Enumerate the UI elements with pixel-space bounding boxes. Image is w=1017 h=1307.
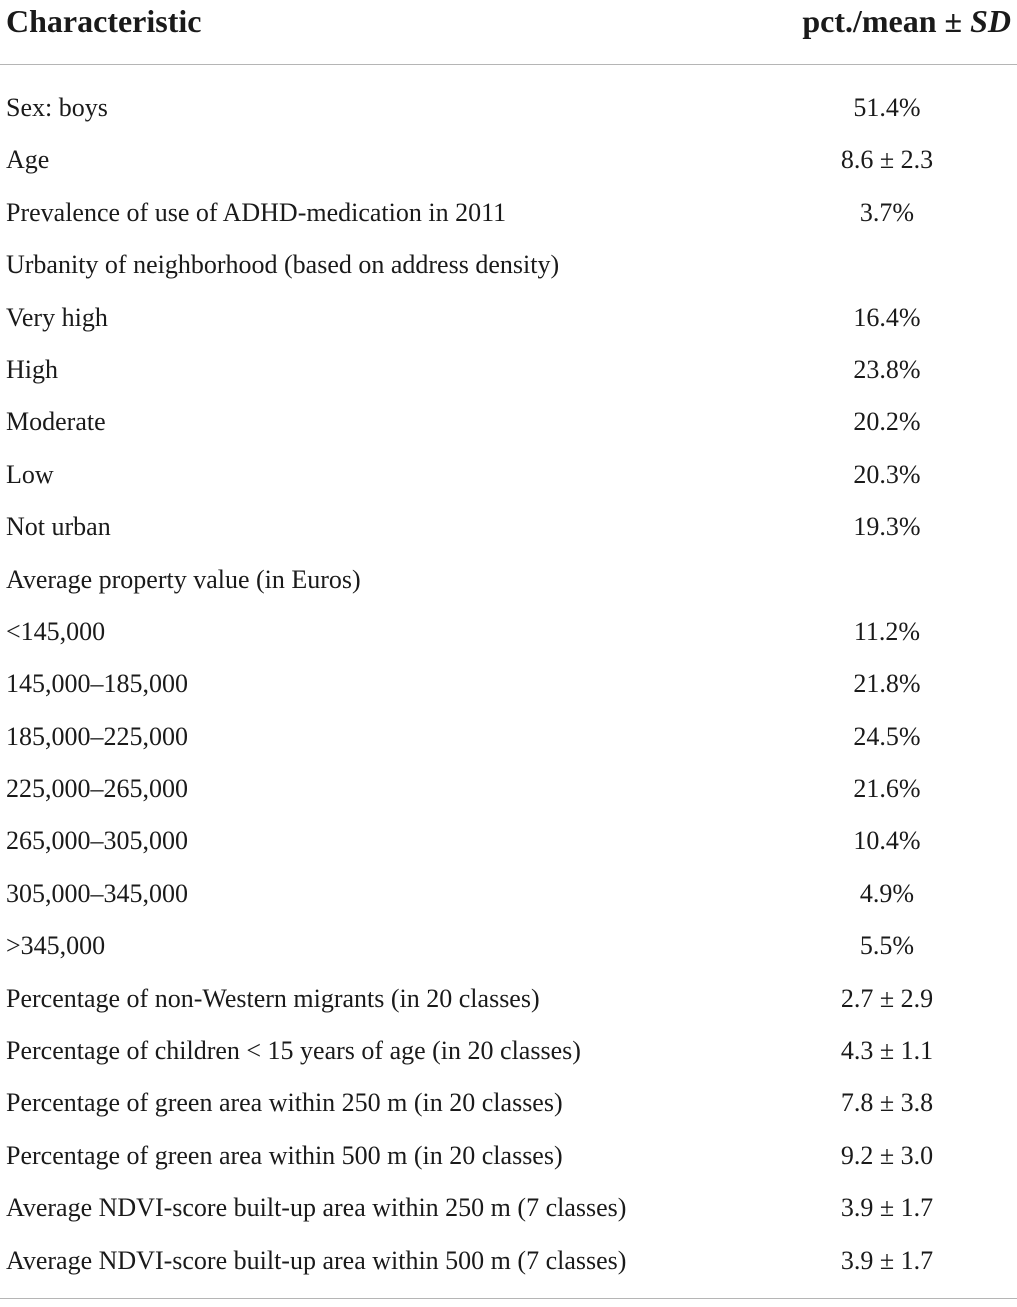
header-value-prefix: pct./mean ± <box>802 3 971 39</box>
row-label: >345,000 <box>6 931 106 961</box>
header-value <box>802 2 1011 40</box>
table-row <box>0 239 1017 291</box>
table-row <box>0 82 1017 134</box>
row-value: 8.6 ± 2.3 <box>840 145 934 175</box>
row-value: 21.8% <box>853 669 921 699</box>
row-label: Not urban <box>6 512 111 542</box>
row-label: Prevalence of use of ADHD-medication in 2011 <box>6 197 507 227</box>
row-label: 305,000–345,000 <box>6 878 188 908</box>
header-value-sd: SD <box>970 3 1011 39</box>
row-value: 19.3% <box>853 512 921 542</box>
row-label: Low <box>6 459 54 489</box>
table-bottom-rule <box>0 1298 1017 1299</box>
row-label: 225,000–265,000 <box>6 774 188 804</box>
row-value: 2.7 ± 2.9 <box>840 983 934 1013</box>
row-value: 3.7% <box>859 197 915 227</box>
table-row <box>0 554 1017 606</box>
row-label: Age <box>6 145 50 175</box>
row-value: 10.4% <box>853 826 921 856</box>
row-label: Moderate <box>6 407 106 437</box>
row-label: Average NDVI-score built-up area within 500 m (7 classes) <box>6 1245 627 1275</box>
row-value: 3.9 ± 1.7 <box>840 1193 934 1223</box>
table-row <box>0 1025 1017 1077</box>
table-row <box>0 920 1017 972</box>
table-row <box>0 501 1017 553</box>
table-row <box>0 868 1017 920</box>
row-label: 265,000–305,000 <box>6 826 188 856</box>
row-label: 145,000–185,000 <box>6 669 188 699</box>
row-label: Percentage of non-Western migrants (in 20 classes) <box>6 983 540 1013</box>
table-row <box>0 1077 1017 1129</box>
table-row <box>0 134 1017 186</box>
table-row <box>0 344 1017 396</box>
table-row <box>0 396 1017 448</box>
row-value: 24.5% <box>853 721 921 751</box>
row-label: 185,000–225,000 <box>6 721 188 751</box>
row-value: 20.3% <box>853 459 921 489</box>
row-label: Very high <box>6 302 108 332</box>
row-value: 21.6% <box>853 774 921 804</box>
table-row <box>0 449 1017 501</box>
table-body <box>0 82 1017 1287</box>
row-label: Percentage of children < 15 years of age (in 20 classes) <box>6 1036 581 1066</box>
row-value: 51.4% <box>853 93 921 122</box>
row-value: 7.8 ± 3.8 <box>840 1088 934 1118</box>
table-row <box>0 711 1017 763</box>
row-label: Sex: boys <box>6 93 108 122</box>
table-row <box>0 606 1017 658</box>
table-row <box>0 658 1017 710</box>
row-value: 5.5% <box>859 931 915 961</box>
row-label: <145,000 <box>6 616 106 646</box>
row-value: 9.2 ± 3.0 <box>840 1140 934 1170</box>
table-row <box>0 763 1017 815</box>
table-row <box>0 292 1017 344</box>
row-value: 20.2% <box>853 407 921 437</box>
row-label: Average NDVI-score built-up area within 250 m (7 classes) <box>6 1193 627 1223</box>
row-value: 16.4% <box>853 302 921 332</box>
table-row <box>0 1182 1017 1234</box>
table-row <box>0 973 1017 1025</box>
header-characteristic: Characteristic <box>6 3 202 39</box>
row-label: Average property value (in Euros) <box>6 564 361 594</box>
row-label: Urbanity of neighborhood (based on address density) <box>6 250 560 280</box>
row-value: 4.3 ± 1.1 <box>840 1036 934 1066</box>
table-row <box>0 1235 1017 1287</box>
row-value: 11.2% <box>853 616 921 646</box>
table-row <box>0 187 1017 239</box>
row-value: 4.9% <box>859 878 915 908</box>
table-header <box>0 0 1017 65</box>
row-label: High <box>6 354 58 384</box>
row-label: Percentage of green area within 250 m (in 20 classes) <box>6 1088 563 1118</box>
table-row <box>0 815 1017 867</box>
row-value: 23.8% <box>853 354 921 384</box>
row-label: Percentage of green area within 500 m (in 20 classes) <box>6 1140 563 1170</box>
row-value: 3.9 ± 1.7 <box>840 1245 934 1275</box>
table-row <box>0 1130 1017 1182</box>
